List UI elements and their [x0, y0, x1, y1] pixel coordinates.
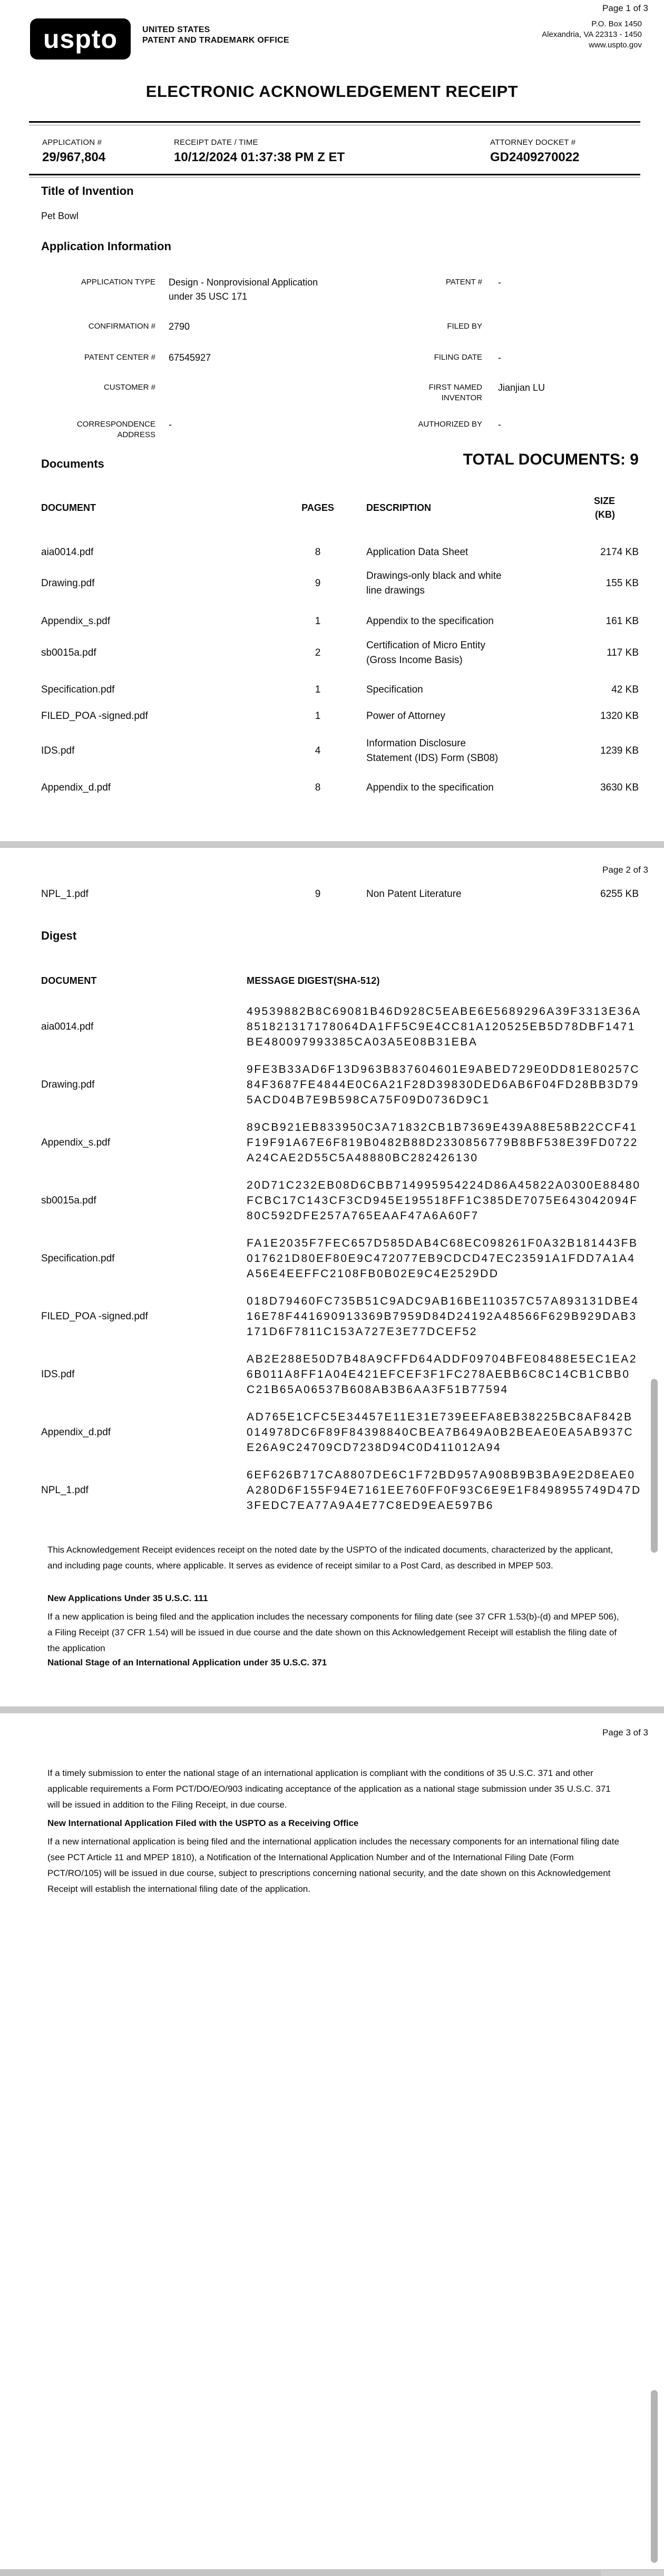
- attorney-docket-label: ATTORNEY DOCKET #: [490, 138, 576, 147]
- table-row: [41, 736, 639, 766]
- document-pages: 1: [315, 684, 321, 695]
- receipt-date-value: 10/12/2024 01:37:38 PM Z ET: [174, 150, 345, 164]
- document-description: [347, 614, 552, 629]
- page-2-indicator: Page 2 of 3: [602, 865, 648, 875]
- digest-file-name: IDS.pdf: [41, 1368, 75, 1380]
- digest-line: 018D79460FC735B51C9ADC9AB16BE110357C57A893131DBE4: [247, 1295, 639, 1307]
- correspondence-address-label: CORRESPONDENCE ADDRESS: [76, 420, 155, 439]
- digest-line: A24CAE2D55C5A48880BC282426130: [247, 1152, 479, 1164]
- digest-file-name: sb0015a.pdf: [41, 1195, 96, 1206]
- acknowledgement-paragraph: This Acknowledgement Receipt evidences receipt on the noted date by the USPTO of the indicated documents, characterized by the applicant, and including page counts, where applicable. It serves as evidence of receipt similar to a Post Card, as described in MPEP 503.: [47, 1545, 613, 1571]
- digest-line: 49539882B8C69081B46D928C5EABE6E5689296A39F3313E36A: [247, 1005, 641, 1018]
- digest-line: AB2E288E50D7B48A9CFFD64ADDF09704BFE08488E5EC1EA2: [247, 1353, 638, 1365]
- document-size: 42 KB: [611, 684, 639, 695]
- new-applications-paragraph: If a new application is being filed and the application includes the necessary components for filing date (see 37 CFR 1.53(b)-(d) and MPEP 506), a Filing Receipt (37 CFR 1.54) will be issued in due course and the date shown on this Acknowledgement Receipt will establish the filing date of the application: [47, 1612, 619, 1653]
- digest-line: 89CB921EB833950C3A71832CB1B7369E439A88E58B22CCF41: [247, 1121, 638, 1133]
- digest-line: 80C592DFE257A765EAAF47A6A60F7: [247, 1210, 479, 1222]
- national-stage-paragraph: If a timely submission to enter the national stage of an international application is compliant with the conditions of 35 U.S.C. 371 and other applicable requirements a Form PCT/DO/EO/903 indicating acceptance of the application as a national stage submission under 35 U.S.C. 371 will be issued in addition to the Filing Receipt, in due course.: [47, 1768, 611, 1810]
- document-description: [347, 887, 552, 902]
- digest-line: 5ACD04B7E9B598CA75F09D0736D9C1: [247, 1094, 491, 1106]
- document-pages: 1: [315, 710, 321, 722]
- page-3-indicator: Page 3 of 3: [602, 1728, 648, 1738]
- digest-document-column-header: DOCUMENT: [41, 975, 97, 986]
- digest-file-name: Appendix_d.pdf: [41, 1426, 111, 1438]
- document-description: [347, 683, 552, 697]
- patent-number-value: -: [498, 277, 501, 288]
- document-file-name: aia0014.pdf: [41, 547, 94, 558]
- digest-line: 6B011A8FF1A04E421EFCEF3F1FC278AEBB6C8C14CB1CBB0: [247, 1368, 630, 1380]
- digest-line: AD765E1CFC5E34457E11E31E739EEFA8EB38225BC8AF842B: [247, 1411, 633, 1423]
- digest-line: BE480097993385CA03A5E08B31EBA: [247, 1036, 478, 1048]
- application-number-field: [42, 138, 105, 165]
- address-line1: P.O. Box 1450: [591, 19, 642, 28]
- patent-number-label: PATENT #: [445, 278, 482, 287]
- first-named-inventor-value: Jianjian LU: [498, 382, 545, 393]
- digest-row: [41, 1409, 639, 1455]
- receiving-office-paragraph: If a new international application is being filed and the international application includes the necessary components for an international filing date (see PCT Article 11 and MPEP 1810), a Notification of the International Application Number and of the International Filing Date (Form PCT/RO/105) will be issued in due course, subject to prescriptions concerning national security, and the date shown on this Acknowledgement Receipt will establish the international filing date of the application.: [47, 1837, 619, 1894]
- size-column-header-line1: SIZE: [593, 496, 615, 506]
- agency-name: [142, 25, 289, 46]
- document-file-name: NPL_1.pdf: [41, 889, 89, 900]
- document-size: 161 KB: [606, 616, 639, 627]
- document-pages: 2: [315, 647, 321, 658]
- receipt-date-label: RECEIPT DATE / TIME: [174, 138, 258, 147]
- total-documents: TOTAL DOCUMENTS: 9: [463, 451, 639, 468]
- description-line: Information Disclosure: [366, 738, 466, 749]
- document-column-header: DOCUMENT: [41, 502, 96, 513]
- document-file-name: Drawing.pdf: [41, 578, 95, 589]
- document-size: 2174 KB: [600, 547, 639, 558]
- document-pages: 4: [315, 745, 321, 756]
- digest-column-header: MESSAGE DIGEST(SHA-512): [247, 975, 380, 986]
- page-separator: [0, 841, 664, 848]
- description-line: Specification: [366, 684, 423, 695]
- document-size: 155 KB: [606, 578, 639, 589]
- digest-line: 84F3687FE4844E0C6A21F28D39830DED6AB6F04FD28BB3D79: [247, 1079, 639, 1091]
- authorized-by-value: -: [498, 419, 501, 430]
- size-column-header: [552, 494, 639, 521]
- agency-name-line1: UNITED STATES: [142, 25, 210, 34]
- table-row: [41, 545, 639, 560]
- description-line: Non Patent Literature: [366, 889, 462, 900]
- filing-date-label: FILING DATE: [434, 353, 482, 362]
- receipt-date-field: [174, 138, 345, 165]
- document-file-name: Appendix_d.pdf: [41, 782, 111, 793]
- description-line: Power of Attorney: [366, 710, 445, 722]
- table-row: [41, 614, 639, 629]
- document-size: 117 KB: [607, 647, 639, 658]
- digest-file-name: Appendix_s.pdf: [41, 1137, 110, 1148]
- document-file-name: Specification.pdf: [41, 684, 115, 695]
- digest-line: 017621D80EF80E9C472077EB9CDCD47EC23591A1FDD7A1A4: [247, 1252, 636, 1265]
- attorney-docket-field: [490, 138, 579, 165]
- documents-heading: Documents: [41, 457, 104, 470]
- document-description: [347, 569, 552, 598]
- document-description: [347, 781, 552, 795]
- digest-file-name: NPL_1.pdf: [41, 1484, 89, 1496]
- document-description: [347, 709, 552, 724]
- filing-date-value: -: [498, 352, 501, 363]
- digest-row: [41, 1351, 639, 1397]
- digest-value: [247, 1409, 639, 1455]
- document-pages: 9: [315, 889, 321, 900]
- title-of-invention-value: Pet Bowl: [41, 211, 79, 221]
- first-named-inventor-label: FIRST NAMED INVENTOR: [428, 383, 482, 402]
- horizontal-scrollbar-track[interactable]: [0, 2569, 664, 2576]
- uspto-logo-text: uspto: [43, 24, 118, 54]
- digest-line: C21B65A06537B608AB3B6AA3F51B77594: [247, 1384, 509, 1396]
- confirmation-number-label: CONFIRMATION #: [88, 322, 155, 331]
- table-row: [41, 569, 639, 598]
- digest-value: [247, 1178, 641, 1223]
- document-pages: 9: [315, 578, 321, 589]
- digest-line: 6EF626B717CA8807DE6C1F72BD957A908B9B3BA9E2D8EAE0: [247, 1469, 636, 1481]
- digest-line: 014978DC6F89F84398840CBEA7B649A0B2BEAE0EA5AB937C: [247, 1426, 634, 1438]
- document-size: 3630 KB: [600, 782, 639, 793]
- digest-line: FA1E2035F7FEC657D585DAB4C68EC098261F0A32B181443FB: [247, 1237, 638, 1249]
- agency-name-line2: PATENT AND TRADEMARK OFFICE: [142, 36, 289, 45]
- digest-value: [247, 1004, 641, 1050]
- digest-line: 20D71C232EB08D6CBB714995954224D86A45822A0300E88480: [247, 1179, 641, 1191]
- document-file-name: FILED_POA -signed.pdf: [41, 710, 148, 722]
- digest-value: [247, 1236, 639, 1281]
- table-row: [41, 638, 639, 668]
- digest-line: 9FE3B33AD6F13D963B837604601E9ABED729E0DD81E80257C: [247, 1063, 640, 1075]
- document-description: [347, 638, 552, 668]
- digest-line: A280D6F155F94E7161EE760FF0F93C6E9E1F8498955749D47D: [247, 1484, 641, 1496]
- title-of-invention-heading: Title of Invention: [41, 184, 134, 198]
- digest-file-name: aia0014.pdf: [41, 1021, 94, 1032]
- national-stage-heading: National Stage of an International Application under 35 U.S.C. 371: [47, 1657, 327, 1667]
- description-column-header: DESCRIPTION: [366, 502, 432, 513]
- application-number-label: APPLICATION #: [42, 138, 102, 147]
- table-row: [41, 887, 639, 902]
- digest-row: [41, 1004, 639, 1050]
- new-applications-heading: New Applications Under 35 U.S.C. 111: [47, 1593, 208, 1603]
- digest-row: [41, 1236, 639, 1281]
- digest-line: F19F91A67E6F819B0482B88D2330856779B8BF538E39FD0722: [247, 1137, 638, 1149]
- pages-column-header: PAGES: [301, 502, 334, 513]
- digest-value: [247, 1062, 640, 1108]
- page-separator: [0, 1706, 664, 1713]
- size-column-header-line2: (KB): [595, 509, 615, 520]
- table-row: [41, 683, 639, 697]
- description-line: line drawings: [366, 585, 425, 596]
- document-pages: 8: [315, 782, 321, 793]
- digest-row: [41, 1120, 639, 1166]
- patent-center-number-label: PATENT CENTER #: [84, 353, 155, 362]
- digest-file-name: FILED_POA -signed.pdf: [41, 1310, 148, 1322]
- authorized-by-label: AUTHORIZED BY: [418, 420, 482, 429]
- document-size: 1320 KB: [600, 710, 639, 722]
- table-row: [41, 709, 639, 724]
- description-line: Statement (IDS) Form (SB08): [366, 753, 499, 764]
- agency-address: [542, 19, 642, 51]
- application-type-label: APPLICATION TYPE: [81, 278, 155, 287]
- digest-row: [41, 1294, 639, 1339]
- uspto-logo: [30, 18, 131, 60]
- documents-table-header: [41, 494, 639, 521]
- application-type-value: Design - Nonprovisional Application under 35 USC 171: [169, 277, 318, 302]
- digest-line: FCBC17C143CF3CD945E195518FF1C385DE7075E643042094F: [247, 1195, 638, 1207]
- correspondence-address-value: -: [169, 419, 172, 430]
- digest-line: E26A9C24709CD7238D94C0D411012A94: [247, 1442, 502, 1454]
- horizontal-scrollbar-thumb[interactable]: [0, 2570, 601, 2576]
- digest-row: [41, 1467, 639, 1513]
- digest-heading: Digest: [41, 929, 77, 942]
- description-line: Certification of Micro Entity: [366, 640, 485, 651]
- patent-center-number-value: 67545927: [169, 352, 211, 363]
- digest-value: [247, 1120, 639, 1166]
- digest-table-header: [41, 973, 639, 989]
- digest-file-name: Specification.pdf: [41, 1252, 115, 1264]
- description-line: Application Data Sheet: [366, 547, 468, 558]
- digest-line: 851821317178064DA1FF5C9E4CC81A120525EB5D78DBF1471: [247, 1021, 636, 1033]
- vertical-scrollbar-thumb[interactable]: [651, 2390, 658, 2563]
- application-information-heading: Application Information: [41, 240, 171, 253]
- document-pages: 1: [315, 616, 321, 627]
- digest-line: 16E78F441690913369B7959D84D24192A48566F629B929DAB3: [247, 1310, 637, 1322]
- vertical-scrollbar-thumb[interactable]: [651, 1379, 658, 1553]
- application-number-value: 29/967,804: [42, 150, 106, 164]
- description-line: Drawings-only black and white: [366, 570, 502, 581]
- table-row: [41, 781, 639, 795]
- receiving-office-heading: New International Application Filed with the USPTO as a Receiving Office: [47, 1818, 359, 1828]
- description-line: Appendix to the specification: [366, 616, 494, 627]
- document-file-name: sb0015a.pdf: [41, 647, 96, 658]
- document-description: [347, 736, 552, 766]
- digest-file-name: Drawing.pdf: [41, 1079, 95, 1090]
- digest-line: 171D6F7811C153A727E3E77DCEF52: [247, 1326, 478, 1338]
- document-description: [347, 545, 552, 560]
- digest-row: [41, 1062, 639, 1108]
- digest-value: [247, 1351, 639, 1397]
- digest-line: A56E4EEFFC2108FB0B02E9C4E2529DD: [247, 1268, 499, 1280]
- page-1-indicator: Page 1 of 3: [602, 3, 648, 13]
- document-file-name: Appendix_s.pdf: [41, 616, 110, 627]
- digest-row: [41, 1178, 639, 1223]
- address-line3: www.uspto.gov: [589, 41, 642, 50]
- customer-number-label: CUSTOMER #: [103, 383, 155, 392]
- confirmation-number-value: 2790: [169, 321, 190, 332]
- document-file-name: IDS.pdf: [41, 745, 75, 756]
- address-line2: Alexandria, VA 22313 - 1450: [542, 30, 642, 39]
- digest-line: 3FEDC7EA77A9A4E77C8ED9EAE597B6: [247, 1499, 494, 1512]
- digest-value: [247, 1294, 639, 1339]
- document-title: ELECTRONIC ACKNOWLEDGEMENT RECEIPT: [145, 82, 519, 101]
- digest-value: [247, 1467, 641, 1513]
- divider-rule-2: [29, 174, 640, 175]
- document-size: 6255 KB: [600, 889, 639, 900]
- divider-rule-1: [29, 121, 640, 123]
- filed-by-label: FILED BY: [447, 322, 482, 331]
- description-line: (Gross Income Basis): [366, 655, 463, 666]
- document-pages: 8: [315, 547, 321, 558]
- attorney-docket-value: GD2409270022: [490, 150, 580, 164]
- document-size: 1239 KB: [600, 745, 639, 756]
- description-line: Appendix to the specification: [366, 782, 494, 793]
